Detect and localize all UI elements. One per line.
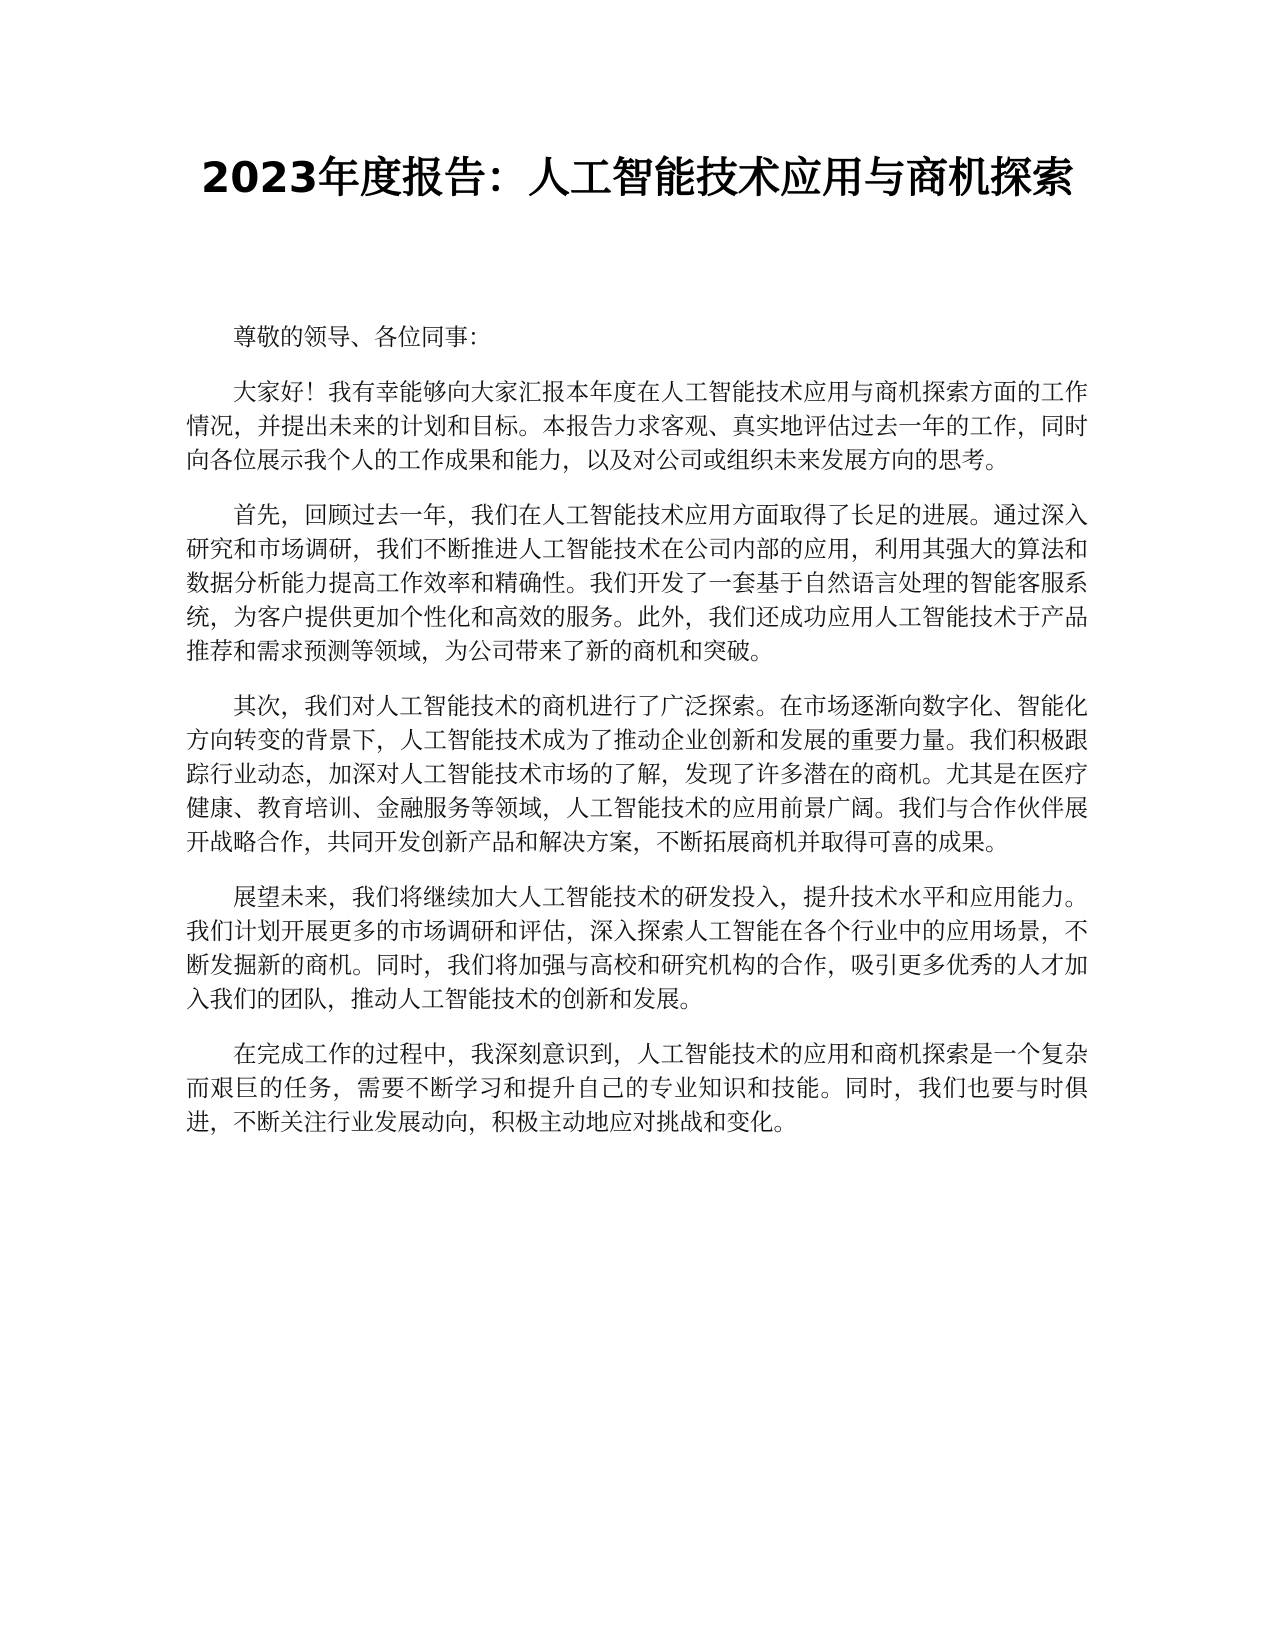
review-paragraph: 首先，回顾过去一年，我们在人工智能技术应用方面取得了长足的进展。通过深入研究和市场调研，我们不断推进人工智能技术在公司内部的应用，利用其强大的算法和数据分析能力提高工作效率和精确性。我们开发了一套基于自然语言处理的智能客服系统，为客户提供更加个性化和高效的服务。此外，我们还成功应用人工智能技术于产品推荐和需求预测等领域，为公司带来了新的商机和突破。 <box>186 501 1088 665</box>
opportunity-paragraph: 其次，我们对人工智能技术的商机进行了广泛探索。在市场逐渐向数字化、智能化方向转变的背景下，人工智能技术成为了推动企业创新和发展的重要力量。我们积极跟踪行业动态，加深对人工智能技术市场的了解，发现了许多潜在的商机。尤其是在医疗健康、教育培训、金融服务等领域，人工智能技术的应用前景广阔。我们与合作伙伴展开战略合作，共同开发创新产品和解决方案，不断拓展商机并取得可喜的成果。 <box>186 692 1088 856</box>
salutation-paragraph: 尊敬的领导、各位同事： <box>233 323 492 351</box>
document-title: 2023年度报告：人工智能技术应用与商机探索 <box>201 153 1074 202</box>
reflection-paragraph: 在完成工作的过程中，我深刻意识到，人工智能技术的应用和商机探索是一个复杂而艰巨的任务，需要不断学习和提升自己的专业知识和技能。同时，我们也要与时俱进，不断关注行业发展动向，积极主动地应对挑战和变化。 <box>186 1040 1088 1136</box>
outlook-paragraph: 展望未来，我们将继续加大人工智能技术的研发投入，提升技术水平和应用能力。我们计划开展更多的市场调研和评估，深入探索人工智能在各个行业中的应用场景，不断发掘新的商机。同时，我们将加强与高校和研究机构的合作，吸引更多优秀的人才加入我们的团队，推动人工智能技术的创新和发展。 <box>186 883 1088 1013</box>
intro-paragraph: 大家好！我有幸能够向大家汇报本年度在人工智能技术应用与商机探索方面的工作情况，并提出未来的计划和目标。本报告力求客观、真实地评估过去一年的工作，同时向各位展示我个人的工作成果和能力，以及对公司或组织未来发展方向的思考。 <box>186 378 1088 474</box>
document-body <box>186 320 1088 1160</box>
